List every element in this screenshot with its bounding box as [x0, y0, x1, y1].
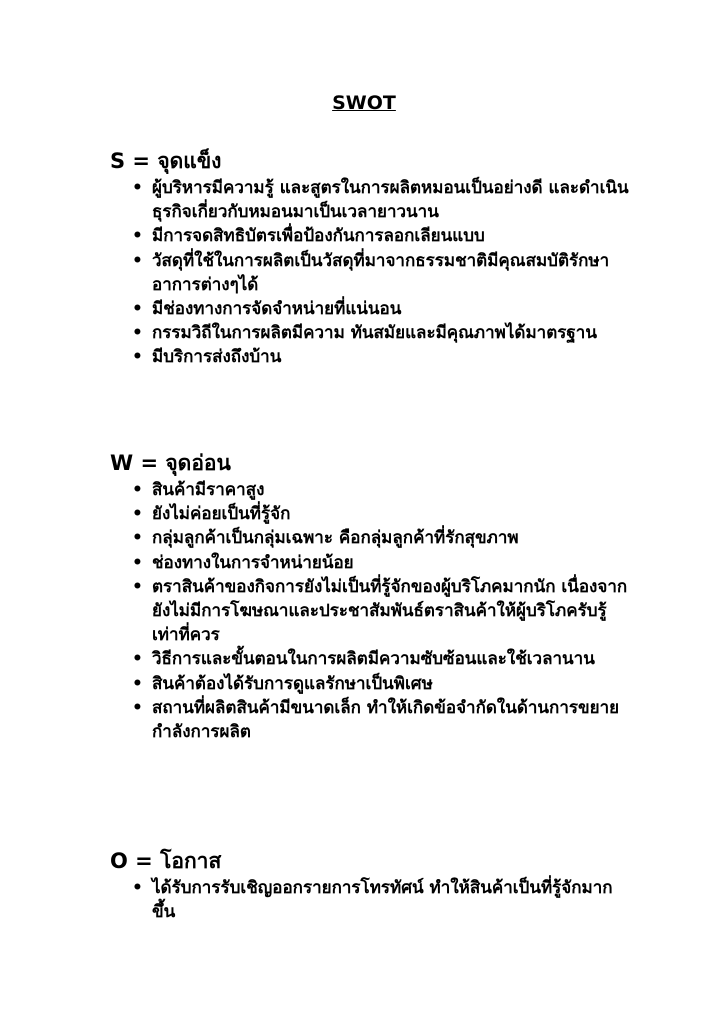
bullet-icon: •	[132, 250, 143, 271]
list-item-text: วิธีการและขั้นตอนในการผลิตมีความซับซ้อนและใช้เวลานาน	[152, 649, 595, 670]
list-item	[110, 647, 630, 671]
bullet-icon: •	[132, 697, 143, 718]
weaknesses-list	[110, 478, 630, 744]
section-heading-weaknesses: W = จุดอ่อน	[110, 451, 231, 475]
section-heading-opportunities: O = โอกาส	[110, 849, 222, 873]
list-item	[110, 575, 630, 648]
list-item	[110, 551, 630, 575]
bullet-icon: •	[132, 673, 143, 694]
bullet-icon: •	[132, 347, 143, 368]
bullet-icon: •	[132, 504, 143, 525]
list-item	[110, 249, 630, 297]
opportunities-list	[110, 876, 630, 924]
section-weaknesses	[110, 448, 630, 744]
list-item-text: ช่องทางในการจำหน่ายน้อย	[152, 552, 354, 573]
list-item-text: มีการจดสิทธิบัตรเพื่อป้องกันการลอกเลียนแบบ	[152, 226, 485, 247]
list-item-text: สถานที่ผลิตสินค้ามีขนาดเล็ก ทำให้เกิดข้อจำกัดในด้านการขยายกำลังการผลิต	[152, 697, 620, 743]
bullet-icon: •	[132, 576, 143, 597]
bullet-icon: •	[132, 528, 143, 549]
bullet-icon: •	[132, 299, 143, 320]
list-item-text: ยังไม่ค่อยเป็นที่รู้จัก	[152, 504, 291, 525]
list-item-text: วัสดุที่ใช้ในการผลิตเป็นวัสดุที่มาจากธรรมชาติมีคุณสมบัติรักษาอาการต่างๆได้	[152, 250, 610, 295]
list-item	[110, 672, 630, 696]
list-item	[110, 345, 630, 369]
list-item-text: กรรมวิถีในการผลิตมีความ ทันสมัยและมีคุณภาพได้มาตรฐาน	[152, 323, 597, 344]
section-opportunities	[110, 846, 630, 924]
bullet-icon: •	[132, 878, 143, 898]
list-item	[110, 502, 630, 526]
list-item	[110, 321, 630, 345]
list-item-text: กลุ่มลูกค้าเป็นกลุ่มเฉพาะ คือกลุ่มลูกค้าที่รักสุขภาพ	[152, 528, 519, 549]
bullet-icon: •	[132, 552, 143, 573]
section-heading-strengths: S = จุดแข็ง	[110, 149, 222, 173]
list-item	[110, 478, 630, 502]
list-item	[110, 876, 630, 924]
list-item-text: ผู้บริหารมีความรู้ และสูตรในการผลิตหมอนเป็นอย่างดี และดำเนินธุรกิจเกี่ยวกับหมอนมาเป็นเวลายาวนาน	[152, 178, 629, 223]
list-item	[110, 297, 630, 321]
bullet-icon: •	[132, 480, 143, 500]
bullet-icon: •	[132, 649, 143, 670]
bullet-icon: •	[132, 226, 143, 247]
list-item-text: มีบริการส่งถึงบ้าน	[152, 347, 282, 368]
list-item-text: ได้รับการรับเชิญออกรายการโทรทัศน์ ทำให้สินค้าเป็นที่รู้จักมากขึ้น	[152, 878, 613, 923]
list-item	[110, 526, 630, 550]
list-item-text: มีช่องทางการจัดจำหน่ายที่แน่นอน	[152, 299, 402, 320]
list-item-text: สินค้ามีราคาสูง	[152, 480, 265, 500]
bullet-icon: •	[132, 178, 143, 198]
section-strengths	[110, 146, 630, 370]
list-item-text: ตราสินค้าของกิจการยังไม่เป็นที่รู้จักของผู้บริโภคมากนัก เนื่องจากยังไม่มีการโฆษณาและประชาสัมพันธ์ตราสินค้าให้ผู้บริโภครับรู้เท่าที่ควร	[152, 576, 628, 646]
bullet-icon: •	[132, 323, 143, 344]
document-title: SWOT	[332, 92, 396, 114]
list-item	[110, 696, 630, 744]
list-item	[110, 176, 630, 224]
list-item-text: สินค้าต้องได้รับการดูแลรักษาเป็นพิเศษ	[152, 673, 433, 694]
list-item	[110, 224, 630, 248]
strengths-list	[110, 176, 630, 370]
